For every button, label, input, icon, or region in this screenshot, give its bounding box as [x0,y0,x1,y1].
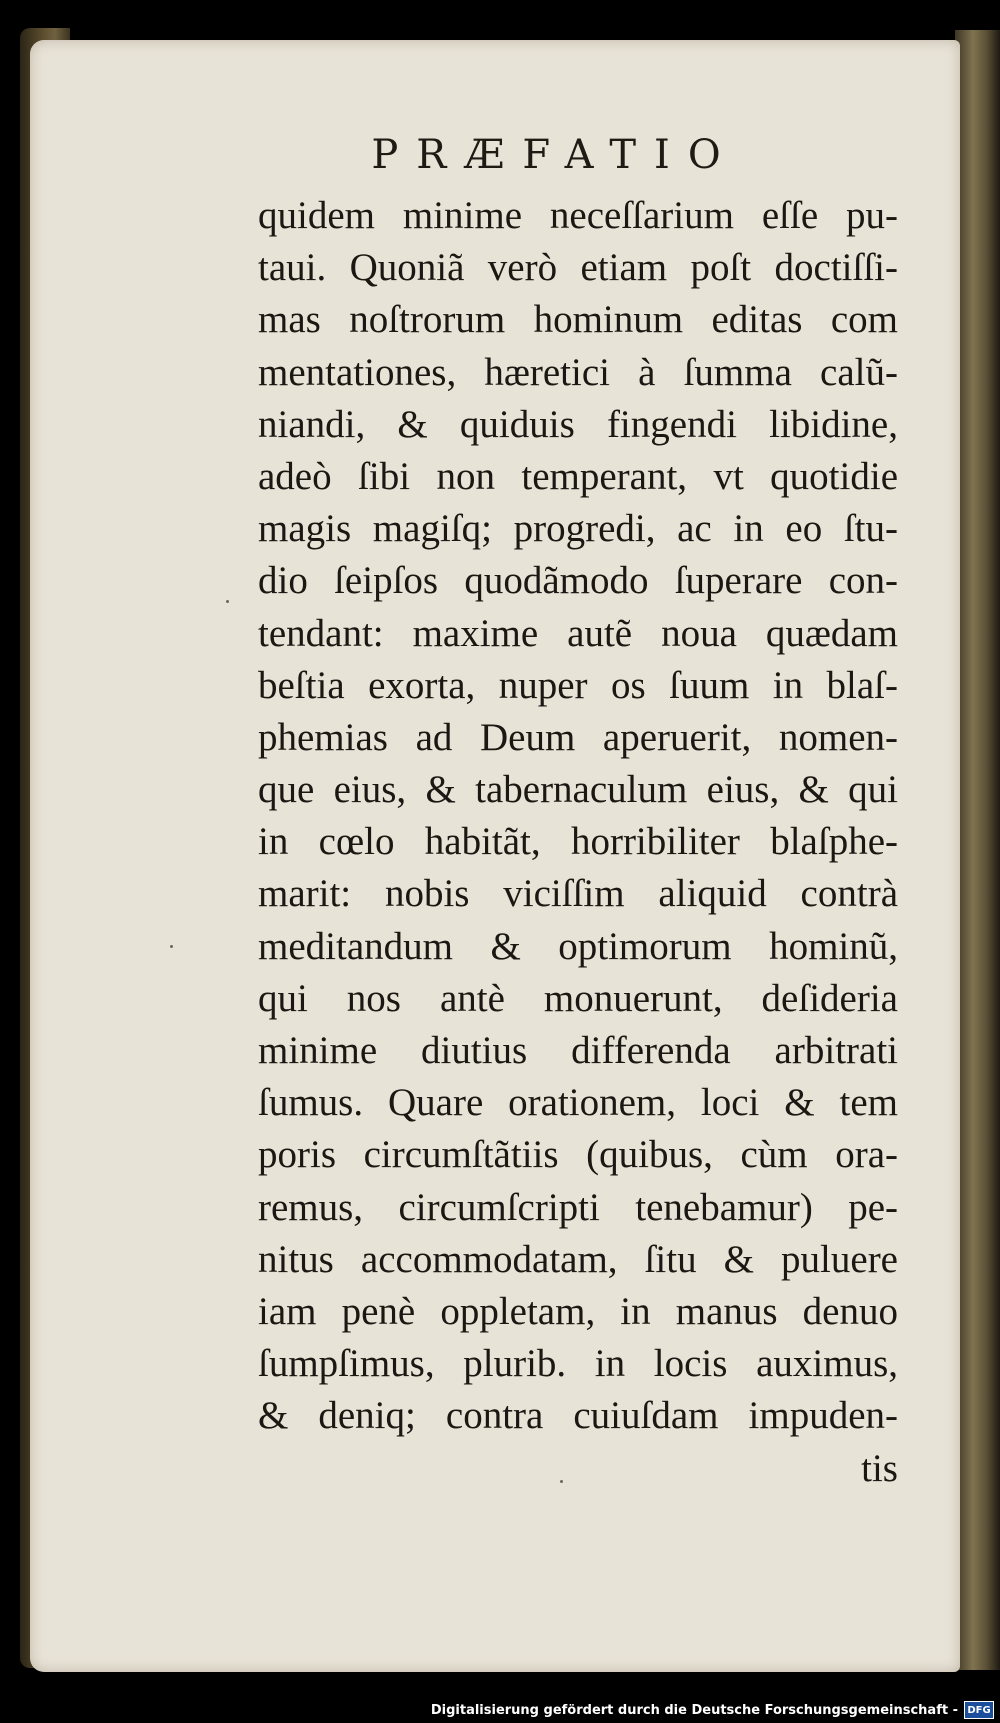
text-line: mas noſtrorum hominum editas com [258,298,898,342]
text-line: remus, circumſcripti tenebamur) pe- [258,1185,898,1229]
text-line: tis [861,1446,898,1490]
text-block [258,190,898,1495]
book-page [30,40,960,1672]
text-line: iam penè oppletam, in manus denuo [258,1289,898,1333]
text-line: ſumpſimus, plurib. in locis auximus, [258,1342,898,1386]
footer-text: Digitalisierung gefördert durch die Deutsche Forschungsgemeinschaft - [430,1702,958,1718]
paper-speck [560,1480,563,1483]
text-line: qui nos antè monuerunt, deſideria [258,976,898,1020]
text-line: niandi, & quiduis fingendi libidine, [258,402,898,446]
text-line: dio ſeipſos quodãmodo ſuperare con- [258,559,898,603]
text-line: phemias ad Deum aperuerit, nomen- [258,715,898,759]
text-line: nitus accommodatam, ſitu & puluere [258,1237,898,1281]
dfg-logo-icon: DFG [964,1701,994,1719]
text-line: quidem minime neceſſarium eſſe pu- [258,194,898,237]
paper-speck [170,945,173,948]
text-line: meditandum & optimorum hominũ, [258,924,898,968]
text-line: minime diutius differenda arbitrati [258,1029,898,1072]
paper-speck [226,600,229,603]
running-head: PRÆFATIO [371,132,739,178]
text-line: magis magiſq; progredi, ac in eo ſtu- [258,507,898,551]
text-line: taui. Quoniã verò etiam poſt doctiſſi- [258,246,898,290]
page-fore-edge [955,30,1000,1670]
text-line: ſumus. Quare orationem, loci & tem [258,1081,898,1125]
text-line: poris circumſtãtiis (quibus, cùm ora- [258,1133,898,1177]
text-line: in cœlo habitãt, horribiliter blaſphe- [258,820,898,864]
text-line: beſtia exorta, nuper os ſuum in blaſ- [258,663,898,707]
text-line: que eius, & tabernaculum eius, & qui [258,768,898,812]
text-line: marit: nobis viciſſim aliquid contrà [258,872,898,916]
text-line: & deniq; contra cuiuſdam impuden- [258,1394,898,1438]
text-line: adeò ſibi non temperant, vt quotidie [258,454,898,498]
text-line: tendant: maxime autẽ noua quædam [258,611,898,655]
text-line: mentationes, hæretici à ſumma calũ- [258,350,898,394]
digitization-footer [431,1697,994,1723]
